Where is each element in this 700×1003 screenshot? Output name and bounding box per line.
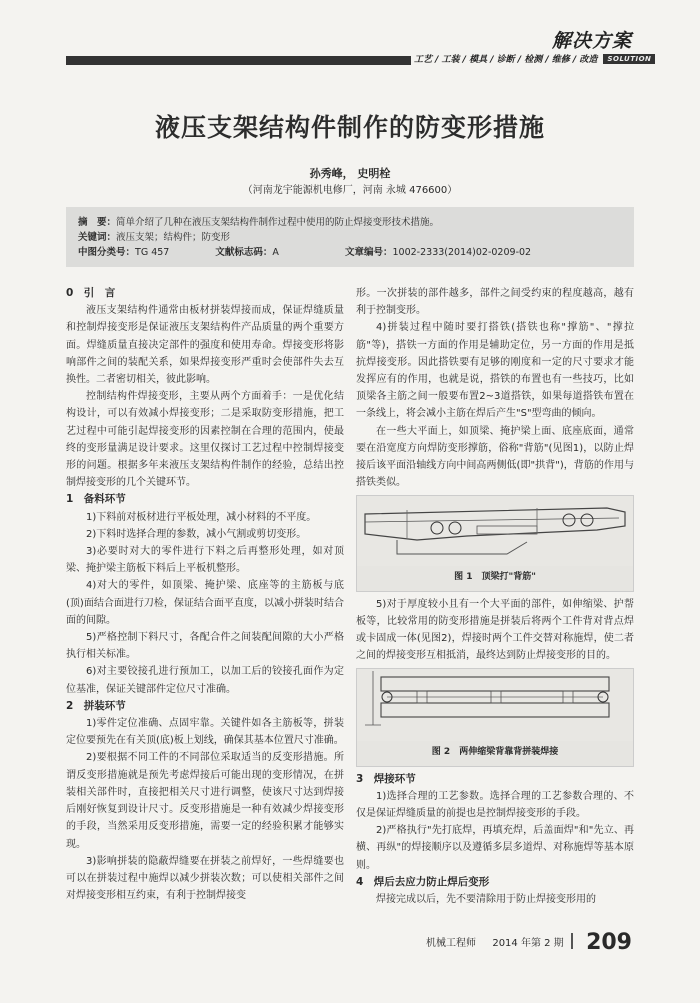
- paragraph: 1)零件定位准确、点固牢靠。关键件如各主筋板等，拼装定位要预先在有关顶(底)板上划线，确保其基本位置尺寸准确。: [66, 718, 344, 747]
- category-list: 工艺 / 工装 / 模具 / 诊断 / 检测 / 维修 / 改造: [414, 55, 598, 65]
- paragraph: 4)拼装过程中随时要打搭铁(搭铁也称"撑筋"、"撑拉筋"等)，搭铁一方面的作用是辅助定位，另一方面的作用是抵抗焊接变形。因此搭铁要有足够的刚度和一定的尺寸要求才能发挥应有的作用，也就是说，搭铁的布置也有一些技巧，比如顶梁各主筋之间一般要布置2~3道搭铁，如果每道搭铁布置在一条线上，将会减小主筋在焊后产生"S"型弯曲的倾向。: [356, 322, 634, 420]
- article-no-value: 1002-2333(2014)02-0209-02: [392, 247, 532, 258]
- paragraph: 3)影响拼装的隐蔽焊缝要在拼装之前焊好，一些焊缝要也可以在拼装过程中施焊以减少拼装次数；可以使相关部件之间对焊接变形相互约束，有利于控制焊接变: [66, 855, 344, 902]
- paragraph: 控制结构件焊接变形，主要从两个方面着手：一是优化结构设计，可以有效减小焊接变形；二是采取防变形措施，把工艺过程中可能引起焊接变形的因素控制在合理的范围内，使最终的变形量满足设计要求。这里仅探讨工艺过程中控制焊接变形的问题。根据多年来液压支架结构件制作的经验，总结出控制焊接变形的几个关键环节。: [66, 391, 344, 489]
- solution-tag: SOLUTION: [603, 54, 655, 64]
- paragraph: 1)下料前对板材进行平板处理，减小材料的不平度。: [86, 511, 317, 523]
- abstract-label: 摘 要：: [78, 217, 117, 228]
- footer-divider: [571, 933, 573, 949]
- paragraph: 3)必要时对大的零件进行下料之后再整形处理，如对顶梁、掩护梁主筋板下料后上平板机整形。: [66, 546, 344, 575]
- doc-code-label: 文献标志码：: [215, 247, 273, 258]
- classification-row: [78, 245, 622, 260]
- section-heading-3: 3 焊接环节: [356, 772, 416, 785]
- left-column: [66, 285, 344, 904]
- section-categories: [414, 52, 655, 65]
- paragraph: 焊接完成以后，先不要清除用于防止焊接变形用的: [376, 894, 596, 906]
- clc-label: 中图分类号：: [78, 247, 136, 258]
- paragraph: 1)选择合理的工艺参数。选择合理的工艺参数合理的、不仅是保证焊缝质量的前提也是控制焊接变形的手段。: [356, 790, 634, 820]
- figure-2-caption: 图 2 两伸缩梁背靠背拼装焊接: [431, 747, 559, 758]
- section-heading-2: 2 拼装环节: [66, 699, 126, 712]
- journal-name: 机械工程师: [425, 938, 476, 949]
- article-no-label: 文章编号：: [344, 247, 393, 258]
- journal-issue: 2014 年第 2 期: [492, 938, 564, 949]
- paragraph: 5)对于厚度较小且有一个大平面的部件，如伸缩梁、护帮板等，比较常用的防变形措施是拼装后将两个工件背对背点焊或卡固成一体(见图2)，焊接时两个工件交替对称施焊，使二者之间的焊接变形互相抵消，最终达到防止焊接变形的目的。: [356, 598, 634, 662]
- paragraph: 在一些大平面上，如顶梁、掩护梁上面、底座底面，通常要在沿宽度方向焊防变形撑筋，俗称"背筋"(见图1)，以防止焊接后该平面沿轴线方向中间高两侧低(即"拱背")，背筋的作用与搭铁类似。: [356, 425, 634, 489]
- figure-1-drawing: [357, 496, 633, 566]
- clc-value: TG 457: [135, 247, 170, 258]
- right-column: [356, 285, 634, 908]
- figure-1: [356, 495, 634, 591]
- figure-1-caption: 图 1 顶梁打"背筋": [454, 572, 536, 583]
- abstract-text: 简单介绍了几种在液压支架结构件制作过程中使用的防止焊接变形技术措施。: [116, 217, 440, 228]
- figure-2: [356, 668, 634, 766]
- paragraph: 6)对主要铰接孔进行预加工，以加工后的铰接孔面作为定位基准，保证关键部件定位尺寸准确。: [66, 666, 344, 695]
- abstract-row: [78, 215, 622, 230]
- header-bar: [66, 56, 411, 65]
- article-title: 液压支架结构件制作的防变形措施: [154, 113, 545, 142]
- keywords-text: 液压支架；结构件；防变形: [116, 232, 231, 243]
- page-number: 209: [586, 930, 632, 955]
- paragraph: 4)对大的零件，如顶梁、掩护梁、底座等的主筋板与底(顶)面结合面进行刀检，保证结合面平直度，以减小拼装时结合面的间隙。: [66, 580, 344, 626]
- figure-2-drawing: [357, 669, 633, 741]
- article-affiliation: （河南龙宇能源机电修厂，河南 永城 476600）: [242, 185, 458, 196]
- paragraph: 液压支架结构件通常由板材拼装焊接而成，保证焊缝质量和控制焊接变形是保证液压支架结构件产品质量的两个重要方面。焊缝质量直接决定部件的强度和使用寿命。焊接变形将影响部件之间的装配关系，如果焊接变形严重时会使部件失去互换性。二者密切相关，彼此影响。: [66, 305, 344, 386]
- paragraph: 2)要根据不同工件的不同部位采取适当的反变形措施。所谓反变形措施就是预先考虑焊接后可能出现的变形情况，在拼装相关部件时，直接把相关尺寸进行调整，使该尺寸达到焊接后刚好恢复到设计尺寸。反变形措施是一种有效减少焊接变形的手段，当然采用反变形措施，需要一定的经验积累才能够实现。: [66, 752, 344, 850]
- section-heading-1: 1 备料环节: [66, 493, 126, 506]
- paragraph: 2)下料时选择合理的参数，减小气割或剪切变形。: [86, 528, 307, 540]
- section-brand: 解决方案: [551, 30, 632, 52]
- doc-code-value: A: [272, 247, 279, 258]
- section-heading-0: 0 引 言: [66, 287, 116, 299]
- abstract-box: [66, 207, 634, 267]
- paragraph: 2)严格执行"先打底焊，再填充焊，后盖面焊"和"先立、再横、再纵"的焊接顺序以及遵循多层多道焊、对称施焊等基本原则。: [356, 825, 634, 871]
- keywords-label: 关键词：: [78, 232, 117, 243]
- paragraph: 形。一次拼装的部件越多，部件之间受约束的程度越高，越有利于控制变形。: [356, 288, 634, 317]
- section-heading-4: 4 焊后去应力防止焊后变形: [356, 875, 490, 888]
- page-footer: [426, 930, 632, 955]
- paragraph: 5)严格控制下料尺寸，各配合件之间装配间隙的大小严格执行相关标准。: [66, 632, 344, 661]
- article-authors: 孙秀峰， 史明栓: [309, 167, 391, 180]
- keywords-row: [78, 230, 622, 245]
